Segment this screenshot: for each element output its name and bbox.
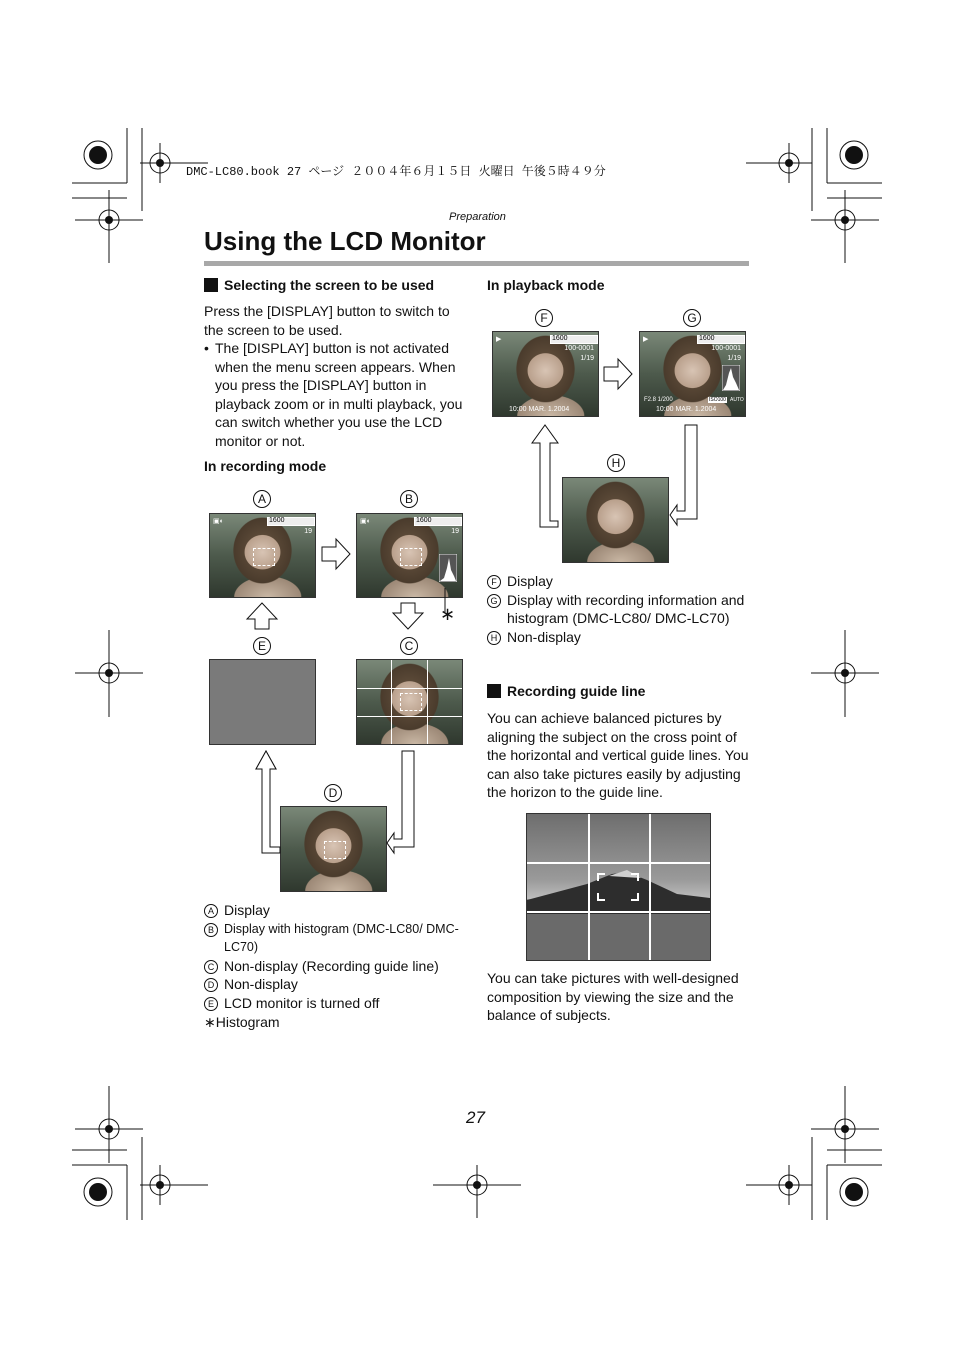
legend-text: Display with recording information and histogram (DMC-LC80/ DMC-LC70)	[507, 591, 745, 627]
marker-g: G	[683, 309, 701, 327]
guide-line-v2	[649, 814, 651, 960]
date-time: 10:00 MAR. 1.2004	[656, 406, 717, 413]
file-number: 100-0001	[711, 345, 741, 352]
exposure-info: F2.8 1/200	[644, 397, 673, 403]
marker-d: D	[324, 784, 342, 802]
legend-text: Non-display	[224, 976, 298, 993]
guide-line-v1	[588, 814, 590, 960]
legend-mark: B	[204, 923, 218, 937]
camera-mode-icon: ▣◐	[213, 518, 224, 525]
resolution-label: 1600	[416, 517, 432, 524]
playback-icon: ▶	[496, 336, 502, 343]
page-number: 27	[466, 1108, 485, 1127]
camera-mode-icon: ▣◐	[360, 518, 371, 525]
marker-e: E	[253, 637, 271, 655]
book-header-line: DMC-LC80.book 27 ページ ２００４年６月１５日 火曜日 午後５時４９分	[186, 165, 606, 179]
shots-remaining: 19	[304, 528, 312, 535]
marker-a: A	[253, 490, 271, 508]
legend-mark: H	[487, 631, 501, 645]
legend-item-c	[204, 957, 466, 976]
legend-item-g	[487, 591, 747, 628]
asterisk-mark: ∗	[440, 604, 456, 624]
legend-text: Non-display	[507, 628, 581, 645]
image-count: 1/19	[727, 355, 741, 362]
marker-h: H	[607, 454, 625, 472]
section-label: Preparation	[449, 211, 506, 223]
legend-mark: C	[204, 960, 218, 974]
histogram-graphic	[722, 365, 740, 391]
playback-flow-arrows	[520, 355, 710, 535]
iso-label: ISO100	[709, 397, 726, 403]
selecting-screen-heading: Selecting the screen to be used	[204, 277, 434, 293]
legend-mark: D	[204, 978, 218, 992]
legend-text: Display with histogram (DMC-LC80/ DMC-LC70)	[224, 921, 459, 955]
file-number: 100-0001	[564, 345, 594, 352]
legend-mark: F	[487, 575, 501, 589]
legend-mark: E	[204, 997, 218, 1011]
histogram-footnote: ∗Histogram	[204, 1013, 280, 1030]
legend-item-e	[204, 994, 466, 1013]
recording-mode-heading: In recording mode	[204, 458, 327, 474]
guide-line-paragraph: You can achieve balanced pictures by aligning the subject on the cross point of the horizontal and vertical guide lines. You can also take pictures easily by adjusting the horizon to the guide line.	[487, 710, 749, 801]
legend-item-h	[487, 628, 747, 647]
image-count: 1/19	[580, 355, 594, 362]
resolution-label: 1600	[269, 517, 285, 524]
playback-legend	[487, 572, 747, 646]
composition-note: You can take pictures with well-designed composition by viewing the size and the balance of subjects.	[487, 970, 739, 1024]
resolution-label: 1600	[699, 335, 715, 342]
legend-text: Display	[224, 902, 270, 918]
legend-item-a	[204, 901, 466, 920]
page-title: Using the LCD Monitor	[204, 226, 486, 256]
guide-line-heading: Recording guide line	[487, 683, 645, 699]
display-button-note-text: The [DISPLAY] button is not activated when the menu screen appears. When you press the [DISPLAY] button in playback zoom or in multi playback, you can switch whether you use the LCD monitor or not.	[215, 340, 463, 449]
marker-f: F	[535, 309, 553, 327]
playback-icon: ▶	[643, 336, 649, 343]
shots-remaining: 19	[451, 528, 459, 535]
marker-c: C	[400, 637, 418, 655]
playback-mode-heading: In playback mode	[487, 277, 605, 293]
af-frame-brackets	[597, 873, 639, 901]
intro-paragraph: Press the [DISPLAY] button to switch to the screen to be used.	[204, 303, 450, 338]
guide-line-example-photo	[526, 813, 711, 961]
legend-item-d	[204, 975, 466, 994]
resolution-label: 1600	[552, 335, 568, 342]
date-time: 10:00 MAR. 1.2004	[509, 406, 570, 413]
guide-line-h2	[527, 911, 710, 913]
legend-text: Non-display (Recording guide line)	[224, 957, 439, 974]
guide-line-h1	[527, 862, 710, 864]
legend-mark: A	[204, 904, 218, 918]
legend-item-f	[487, 572, 747, 591]
marker-b: B	[400, 490, 418, 508]
legend-text: Display	[507, 573, 553, 589]
legend-item-b	[204, 920, 466, 957]
display-button-note: • The [DISPLAY] button is not activated when the menu screen appears. When you press the [DISPLAY] button in playback zoom or in multi playback, you can switch whether you use the LCD monitor or not.	[204, 339, 466, 451]
wb-auto-label: AUTO	[730, 397, 744, 403]
recording-flow-arrows	[200, 535, 470, 865]
recording-legend	[204, 901, 466, 1031]
legend-mark: G	[487, 594, 501, 608]
legend-text: LCD monitor is turned off	[224, 994, 380, 1011]
